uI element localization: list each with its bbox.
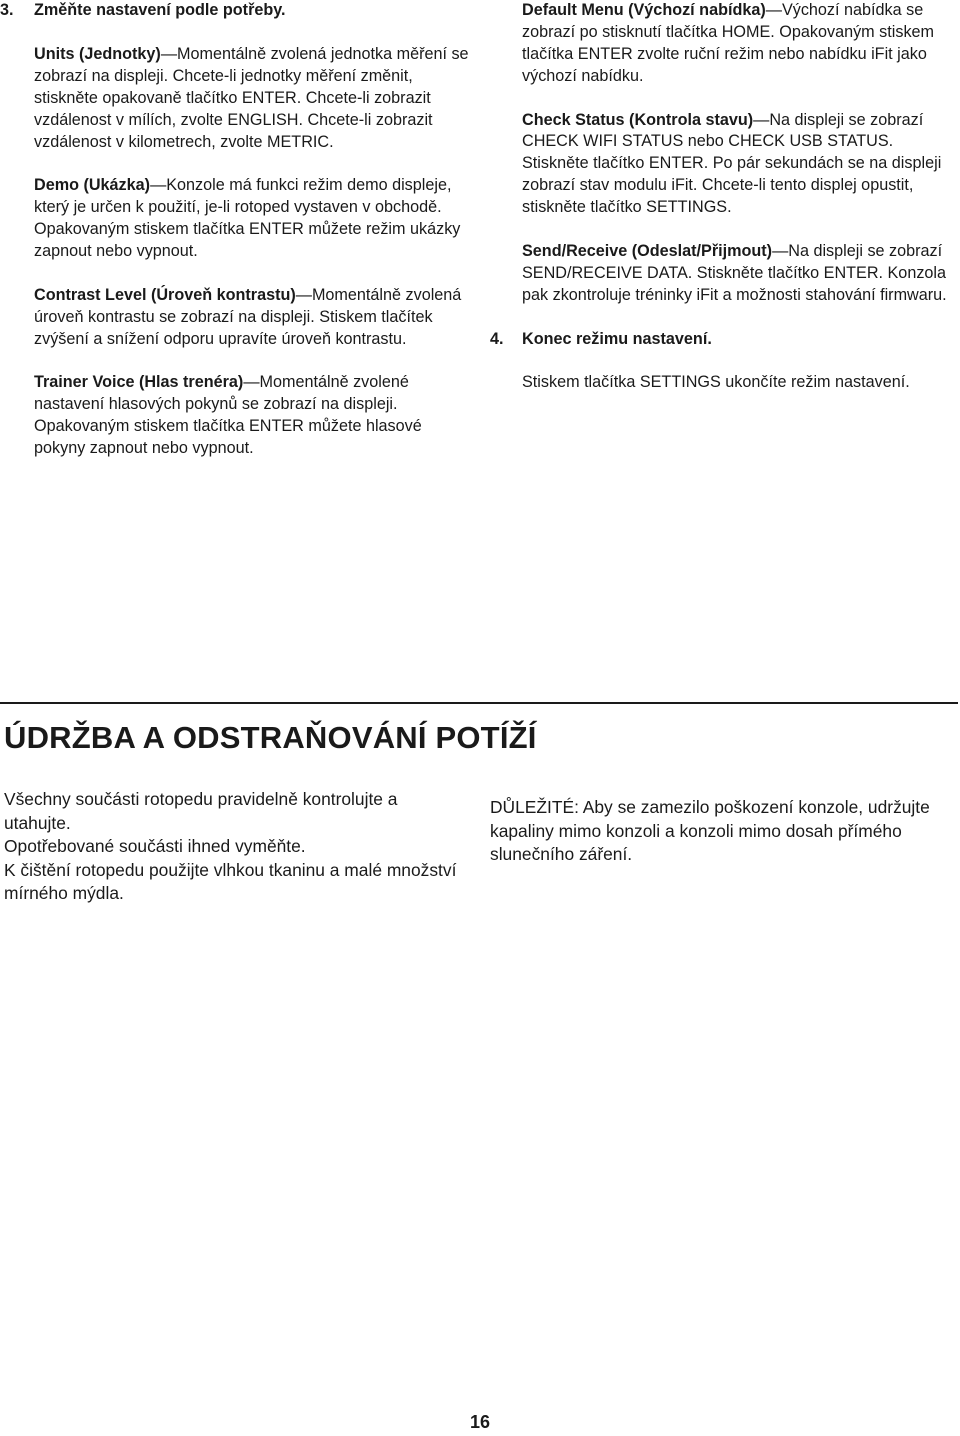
right-column: [490, 0, 952, 394]
step-number: 4.: [490, 329, 504, 348]
send-receive-paragraph: Send/Receive (Odeslat/Přijmout)—Na displeji se zobrazí SEND/RECEIVE DATA. Stiskněte tlačítko ENTER. Konzola pak zkontroluje tréninky iFit a možnosti stahování firmwaru.: [522, 241, 947, 304]
demo-text: Konzole má funkci režim demo displeje, který je určen k použití, je-li rotoped vystaven v obchodě. Opakovaným stiskem tlačítka ENTER můžete režim ukázky zapnout nebo vypnout.: [34, 176, 461, 261]
default-menu-term: Default Menu (Výchozí nabídka): [522, 1, 766, 19]
contrast-paragraph: Contrast Level (Úroveň kontrastu)—Momentálně zvolená úroveň kontrastu se zobrazí na displeji. Stiskem tlačítek zvýšení a snížení odporu upravíte úroveň kontrastu.: [34, 285, 462, 348]
step-4-heading: [490, 329, 952, 351]
step-number: 3.: [0, 1, 14, 19]
contrast-text: Momentálně zvolená úroveň kontrastu se zobrazí na displeji. Stiskem tlačítek zvýšení a snížení odporu upravíte úroveň kontrastu.: [34, 285, 462, 348]
send-receive-term: Send/Receive (Odeslat/Přijmout): [522, 241, 773, 260]
units-text: Momentálně zvolená jednotka měření se zobrazí na displeji. Chcete-li jednotky měření změnit, stiskněte opakovaně tlačítko ENTER. Chcete-li zobrazit vzdálenost v mílích, zvolte ENGLISH. Chcete-li zobrazit vzdálenost v kilometrech, zvolte METRIC.: [34, 44, 469, 151]
left-column: [0, 0, 470, 460]
maintenance-line: Opotřebované součásti ihned vyměňte.: [4, 836, 306, 857]
demo-paragraph: Demo (Ukázka)—Konzole má funkci režim demo displeje, který je určen k použití, je-li rotoped vystaven v obchodě. Opakovaným stiskem tlačítka ENTER můžete režim ukázky zapnout nebo vypnout.: [34, 176, 461, 261]
contrast-term: Contrast Level (Úroveň kontrastu): [34, 285, 296, 304]
default-menu-paragraph: Default Menu (Výchozí nabídka)—Výchozí nabídka se zobrazí po stisknutí tlačítka HOME. Opakovaným stiskem tlačítka ENTER zvolte ruční režim nebo nabídku iFit jako výchozí nabídku.: [522, 1, 935, 85]
maintenance-line: Všechny součásti rotopedu pravidelně kontrolujte a utahujte.: [4, 789, 398, 833]
trainer-voice-term: Trainer Voice (Hlas trenéra): [34, 373, 244, 392]
trainer-voice-text: Momentálně zvolené nastavení hlasových pokynů se zobrazí na displeji. Opakovaným stiskem tlačítka ENTER můžete hlasové pokyny zapnout nebo vypnout.: [34, 373, 422, 458]
exit-paragraph: Stiskem tlačítka SETTINGS ukončíte režim nastavení.: [522, 373, 910, 392]
send-receive-text: Na displeji se zobrazí SEND/RECEIVE DATA. Stiskněte tlačítko ENTER. Konzola pak zkontroluje tréninky iFit a možnosti stahování firmwaru.: [522, 241, 947, 304]
section-title: ÚDRŽBA A ODSTRAŇOVÁNÍ POTÍŽÍ: [4, 720, 537, 755]
default-menu-text: Výchozí nabídka se zobrazí po stisknutí tlačítka HOME. Opakovaným stiskem tlačítka ENTER zvolte ruční režim nebo nabídku iFit jako výchozí nabídku.: [522, 1, 935, 85]
page-number: 16: [469, 1412, 491, 1432]
step-title: Změňte nastavení podle potřeby.: [34, 1, 286, 19]
check-status-paragraph: Check Status (Kontrola stavu)—Na displeji se zobrazí CHECK WIFI STATUS nebo CHECK USB STATUS. Stiskněte tlačítko ENTER. Po pár sekundách se na displeji zobrazí stav modulu iFit. Chcete-li tento displej opustit, stiskněte tlačítko SETTINGS.: [522, 110, 942, 217]
maintenance-line: K čištění rotopedu použijte vlhkou tkaninu a malé množství mírného mýdla.: [4, 859, 457, 904]
trainer-voice-paragraph: Trainer Voice (Hlas trenéra)—Momentálně zvolené nastavení hlasových pokynů se zobrazí na displeji. Opakovaným stiskem tlačítka ENTER můžete hlasové pokyny zapnout nebo vypnout.: [34, 373, 422, 458]
step-3-heading: [0, 0, 470, 22]
units-paragraph: Units (Jednotky)—Momentálně zvolená jednotka měření se zobrazí na displeji. Chcete-li jednotky měření změnit, stiskněte opakovaně tlačítko ENTER. Chcete-li zobrazit vzdálenost v mílích, zvolte ENGLISH. Chcete-li zobrazit vzdálenost v kilometrech, zvolte METRIC.: [34, 44, 469, 151]
important-note: DŮLEŽITÉ: Aby se zamezilo poškození konzole, udržujte kapaliny mimo konzoli a konzoli mimo dosah přímého slunečního záření.: [490, 797, 930, 865]
step-title: Konec režimu nastavení.: [522, 329, 712, 348]
section-divider: [0, 702, 958, 704]
demo-term: Demo (Ukázka): [34, 176, 151, 195]
check-status-text: Na displeji se zobrazí CHECK WIFI STATUS nebo CHECK USB STATUS. Stiskněte tlačítko ENTER. Po pár sekundách se na displeji zobrazí stav modulu iFit. Chcete-li tento displej opustit, stiskněte tlačítko SETTINGS.: [522, 110, 942, 217]
maintenance-instructions: [4, 788, 464, 906]
check-status-term: Check Status (Kontrola stavu): [522, 110, 754, 129]
units-term: Units (Jednotky): [34, 44, 161, 63]
